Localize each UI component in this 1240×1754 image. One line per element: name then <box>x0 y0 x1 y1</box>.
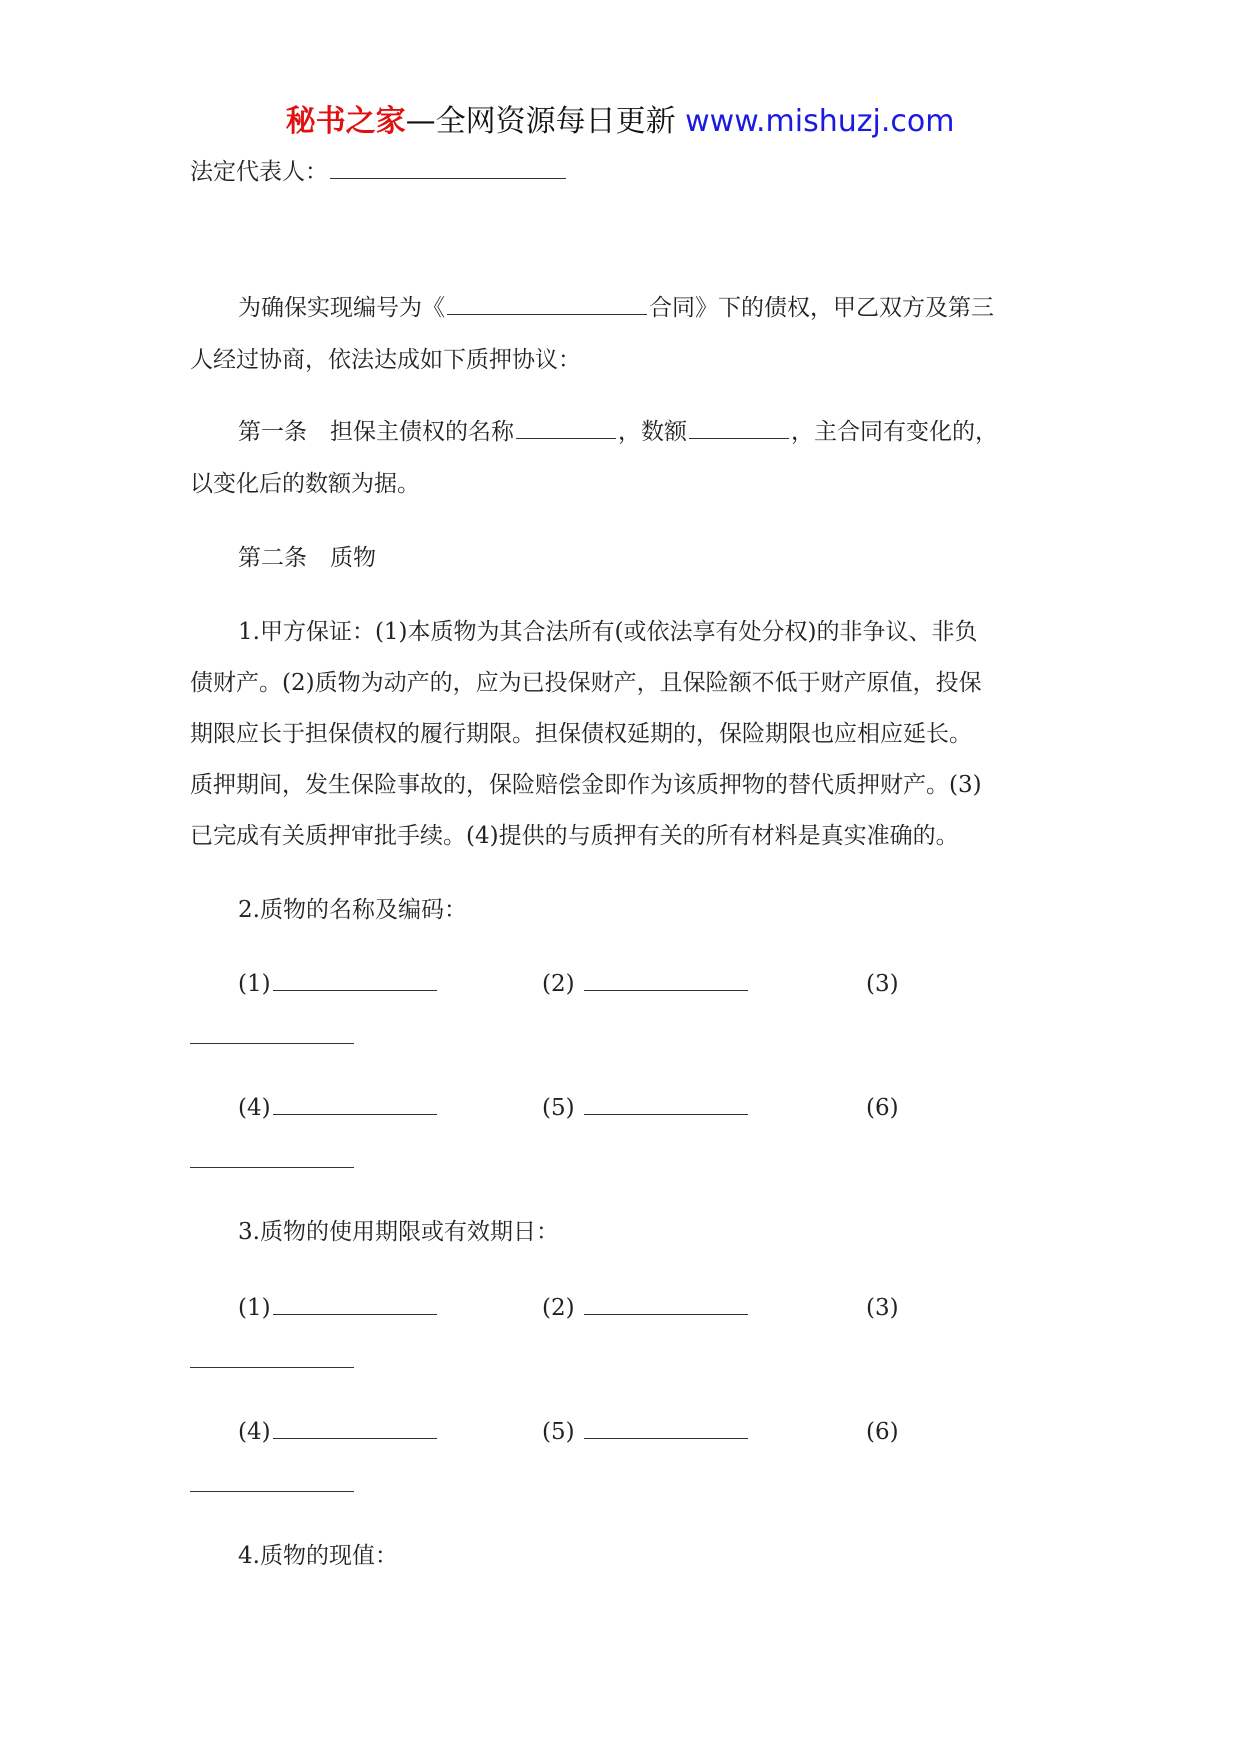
slot-label: (5) <box>542 1419 575 1445</box>
slot-label: (2) <box>542 971 575 997</box>
slot-blank[interactable] <box>584 1113 748 1115</box>
slot-6-blank[interactable] <box>190 1166 354 1168</box>
article-1-text-a: 第一条 担保主债权的名称 <box>238 419 514 445</box>
slot-label: (2) <box>542 1295 575 1321</box>
slot-label: (1) <box>238 971 271 997</box>
legal-representative-line <box>190 150 1060 194</box>
slot-1 <box>238 1286 439 1330</box>
slot-3 <box>866 962 899 1006</box>
slot-4 <box>238 1086 439 1130</box>
slot-6 <box>866 1410 899 1454</box>
site-banner <box>0 100 1240 144</box>
slot-6 <box>866 1086 899 1130</box>
item-1-line-5: 已完成有关质押审批手续。(4)提供的与质押有关的所有材料是真实准确的。 <box>190 823 959 849</box>
slot-6-blank[interactable] <box>190 1490 354 1492</box>
slot-2 <box>542 962 750 1006</box>
slot-blank[interactable] <box>273 1113 437 1115</box>
article-1-line-1 <box>190 410 1108 454</box>
item-2-title: 2.质物的名称及编码： <box>238 897 467 923</box>
slot-label: (3) <box>866 1295 899 1321</box>
banner-slogan: —全网资源每日更新 <box>405 104 676 139</box>
slot-2 <box>542 1286 750 1330</box>
slot-label: (6) <box>866 1419 899 1445</box>
legal-representative-label: 法定代表人： <box>190 159 328 185</box>
item-1-line-2: 债财产。(2)质物为动产的，应为已投保财产，且保险额不低于财产原值，投保 <box>190 670 982 696</box>
legal-representative-blank[interactable] <box>330 177 566 179</box>
slot-3-blank[interactable] <box>190 1042 354 1044</box>
contract-number-blank[interactable] <box>447 313 647 315</box>
slot-3 <box>866 1286 899 1330</box>
slot-label: (6) <box>866 1095 899 1121</box>
article-1-line-2: 以变化后的数额为据。 <box>190 471 420 497</box>
slot-blank[interactable] <box>273 989 437 991</box>
slot-4 <box>238 1410 439 1454</box>
intro-text-b: 合同》下的债权，甲乙双方及第三 <box>649 295 994 321</box>
intro-line-2: 人经过协商，依法达成如下质押协议： <box>190 347 581 373</box>
claim-name-blank[interactable] <box>516 437 616 439</box>
slot-5 <box>542 1086 750 1130</box>
slot-1 <box>238 962 439 1006</box>
slot-blank[interactable] <box>584 989 748 991</box>
item-3-title: 3.质物的使用期限或有效期日： <box>238 1219 559 1245</box>
item-1-line-3: 期限应长于担保债权的履行期限。担保债权延期的，保险期限也应相应延长。 <box>190 721 972 747</box>
slot-label: (3) <box>866 971 899 997</box>
slot-blank[interactable] <box>584 1437 748 1439</box>
brand-name: 秘书之家 <box>285 104 406 139</box>
slot-3-blank[interactable] <box>190 1366 354 1368</box>
intro-text-a: 为确保实现编号为《 <box>238 295 445 321</box>
site-url-link[interactable]: www.mishuzj.com <box>685 104 955 139</box>
slot-blank[interactable] <box>273 1437 437 1439</box>
claim-amount-blank[interactable] <box>689 437 789 439</box>
slot-label: (4) <box>238 1095 271 1121</box>
item-4-title: 4.质物的现值： <box>238 1543 398 1569</box>
slot-label: (1) <box>238 1295 271 1321</box>
article-2-title: 第二条 质物 <box>238 545 376 571</box>
slot-blank[interactable] <box>273 1313 437 1315</box>
item-1-line-1: 1.甲方保证：(1)本质物为其合法所有(或依法享有处分权)的非争议、非负 <box>238 619 978 645</box>
slot-label: (5) <box>542 1095 575 1121</box>
slot-label: (4) <box>238 1419 271 1445</box>
slot-blank[interactable] <box>584 1313 748 1315</box>
intro-line-1 <box>190 286 1108 330</box>
slot-5 <box>542 1410 750 1454</box>
article-1-text-b: ，数额 <box>618 419 687 445</box>
article-1-text-c: ，主合同有变化的， <box>791 419 998 445</box>
item-1-line-4: 质押期间，发生保险事故的，保险赔偿金即作为该质押物的替代质押财产。(3) <box>190 772 982 798</box>
